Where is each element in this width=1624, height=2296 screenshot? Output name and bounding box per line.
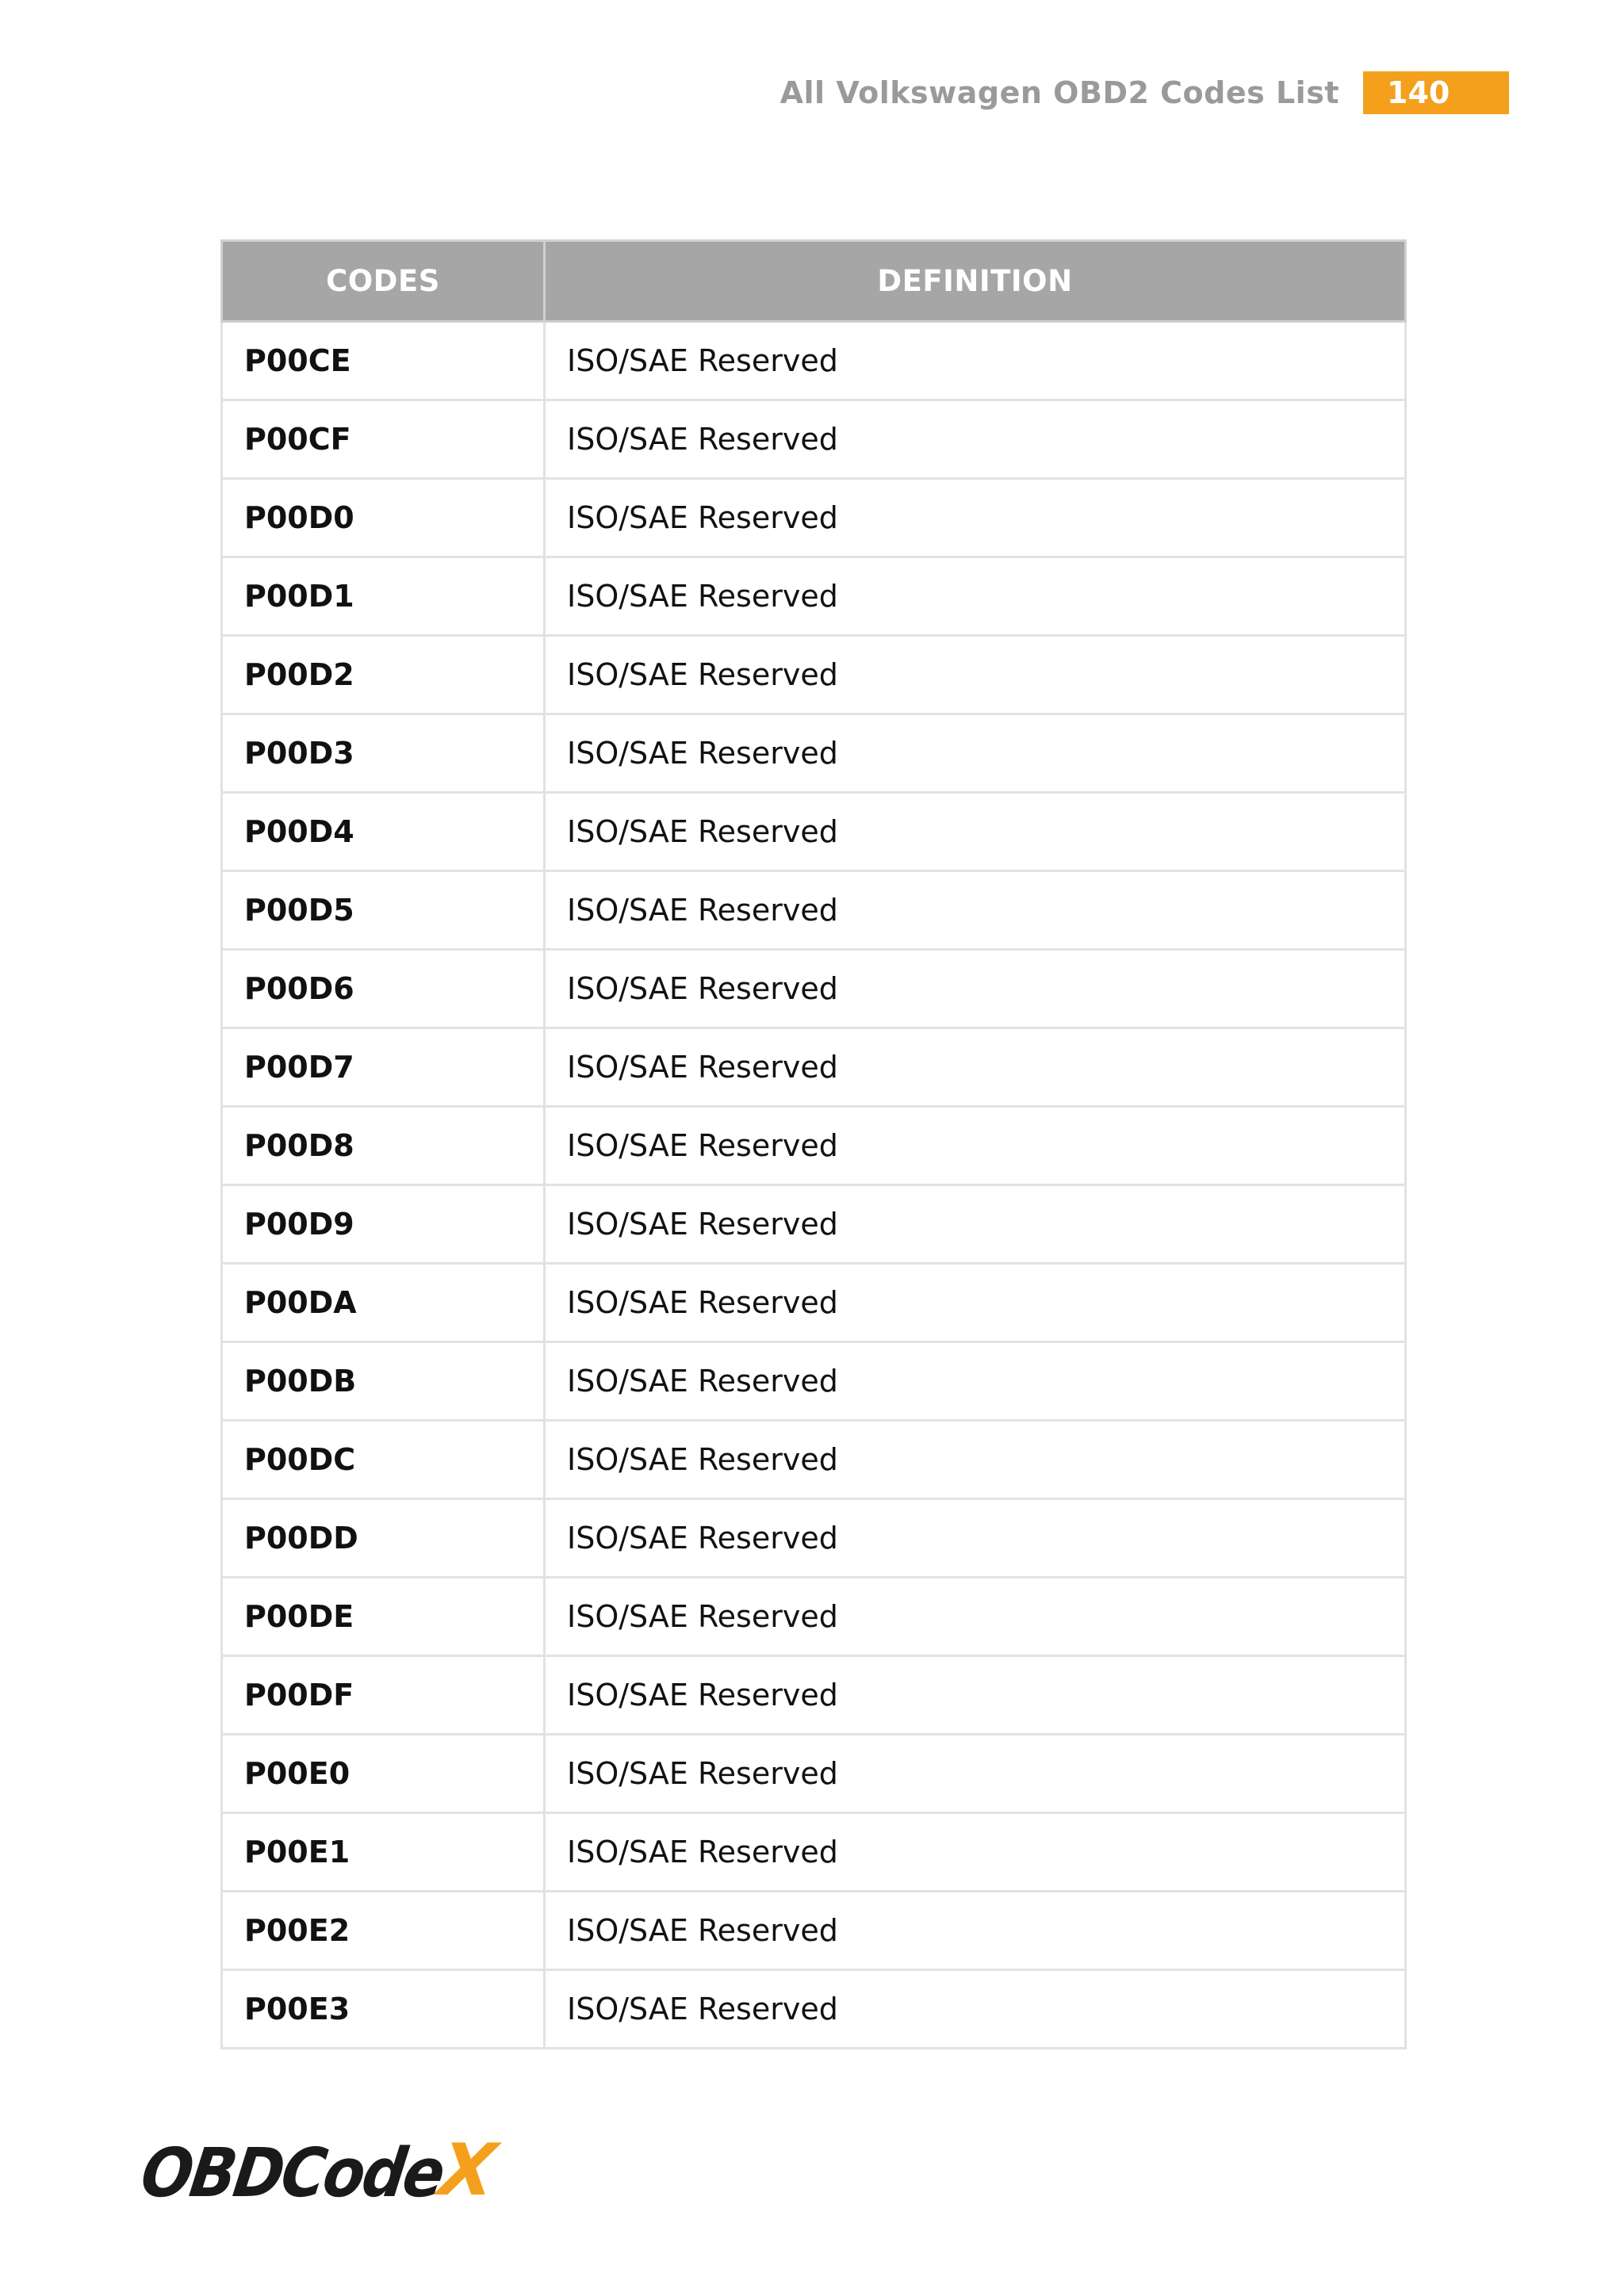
code-cell: P00DF	[222, 1656, 545, 1735]
table-row	[222, 1578, 1406, 1656]
table-row	[222, 1185, 1406, 1264]
table-row	[222, 322, 1406, 400]
table-row	[222, 636, 1406, 714]
definition-cell: ISO/SAE Reserved	[545, 1028, 1406, 1107]
code-cell: P00DB	[222, 1342, 545, 1421]
definition-cell: ISO/SAE Reserved	[545, 1499, 1406, 1578]
table-row	[222, 714, 1406, 793]
page-header	[780, 71, 1509, 114]
table-row	[222, 1656, 1406, 1735]
definition-cell: ISO/SAE Reserved	[545, 714, 1406, 793]
table-header-row	[222, 241, 1406, 322]
table-row	[222, 1264, 1406, 1342]
definition-cell: ISO/SAE Reserved	[545, 479, 1406, 557]
logo-accent-x: X	[434, 2129, 499, 2212]
table-row	[222, 871, 1406, 950]
table-row	[222, 479, 1406, 557]
code-cell: P00E1	[222, 1813, 545, 1892]
codes-table	[220, 239, 1407, 2049]
code-cell: P00D0	[222, 479, 545, 557]
code-cell: P00DE	[222, 1578, 545, 1656]
code-cell: P00D8	[222, 1107, 545, 1185]
table-body	[222, 322, 1406, 2049]
column-header-definition: DEFINITION	[545, 241, 1406, 322]
table-row	[222, 1499, 1406, 1578]
definition-cell: ISO/SAE Reserved	[545, 1264, 1406, 1342]
page-number-badge: 140	[1363, 71, 1509, 114]
definition-cell: ISO/SAE Reserved	[545, 1735, 1406, 1813]
definition-cell: ISO/SAE Reserved	[545, 557, 1406, 636]
definition-cell: ISO/SAE Reserved	[545, 1656, 1406, 1735]
code-cell: P00CF	[222, 400, 545, 479]
table-row	[222, 950, 1406, 1028]
obdcodex-logo	[136, 2129, 499, 2212]
definition-cell: ISO/SAE Reserved	[545, 871, 1406, 950]
logo-wordmark: OBDCode	[136, 2133, 448, 2212]
code-cell: P00E2	[222, 1892, 545, 1970]
definition-cell: ISO/SAE Reserved	[545, 1107, 1406, 1185]
definition-cell: ISO/SAE Reserved	[545, 400, 1406, 479]
table-row	[222, 557, 1406, 636]
code-cell: P00D3	[222, 714, 545, 793]
table-row	[222, 400, 1406, 479]
table-row	[222, 1421, 1406, 1499]
definition-cell: ISO/SAE Reserved	[545, 1342, 1406, 1421]
code-cell: P00D4	[222, 793, 545, 871]
table-row	[222, 1107, 1406, 1185]
code-cell: P00E3	[222, 1970, 545, 2049]
document-title: All Volkswagen OBD2 Codes List	[779, 75, 1339, 110]
table-row	[222, 793, 1406, 871]
definition-cell: ISO/SAE Reserved	[545, 793, 1406, 871]
definition-cell: ISO/SAE Reserved	[545, 1813, 1406, 1892]
code-cell: P00DC	[222, 1421, 545, 1499]
definition-cell: ISO/SAE Reserved	[545, 1421, 1406, 1499]
code-cell: P00D6	[222, 950, 545, 1028]
definition-cell: ISO/SAE Reserved	[545, 950, 1406, 1028]
code-cell: P00DA	[222, 1264, 545, 1342]
table-row	[222, 1735, 1406, 1813]
definition-cell: ISO/SAE Reserved	[545, 1892, 1406, 1970]
table-row	[222, 1813, 1406, 1892]
table-row	[222, 1342, 1406, 1421]
code-cell: P00D7	[222, 1028, 545, 1107]
table-row	[222, 1970, 1406, 2049]
definition-cell: ISO/SAE Reserved	[545, 1578, 1406, 1656]
code-cell: P00DD	[222, 1499, 545, 1578]
table-row	[222, 1892, 1406, 1970]
code-cell: P00E0	[222, 1735, 545, 1813]
code-cell: P00D9	[222, 1185, 545, 1264]
definition-cell: ISO/SAE Reserved	[545, 1970, 1406, 2049]
code-cell: P00D1	[222, 557, 545, 636]
definition-cell: ISO/SAE Reserved	[545, 1185, 1406, 1264]
column-header-codes: CODES	[222, 241, 545, 322]
code-cell: P00CE	[222, 322, 545, 400]
code-cell: P00D2	[222, 636, 545, 714]
table-row	[222, 1028, 1406, 1107]
definition-cell: ISO/SAE Reserved	[545, 636, 1406, 714]
code-cell: P00D5	[222, 871, 545, 950]
definition-cell: ISO/SAE Reserved	[545, 322, 1406, 400]
